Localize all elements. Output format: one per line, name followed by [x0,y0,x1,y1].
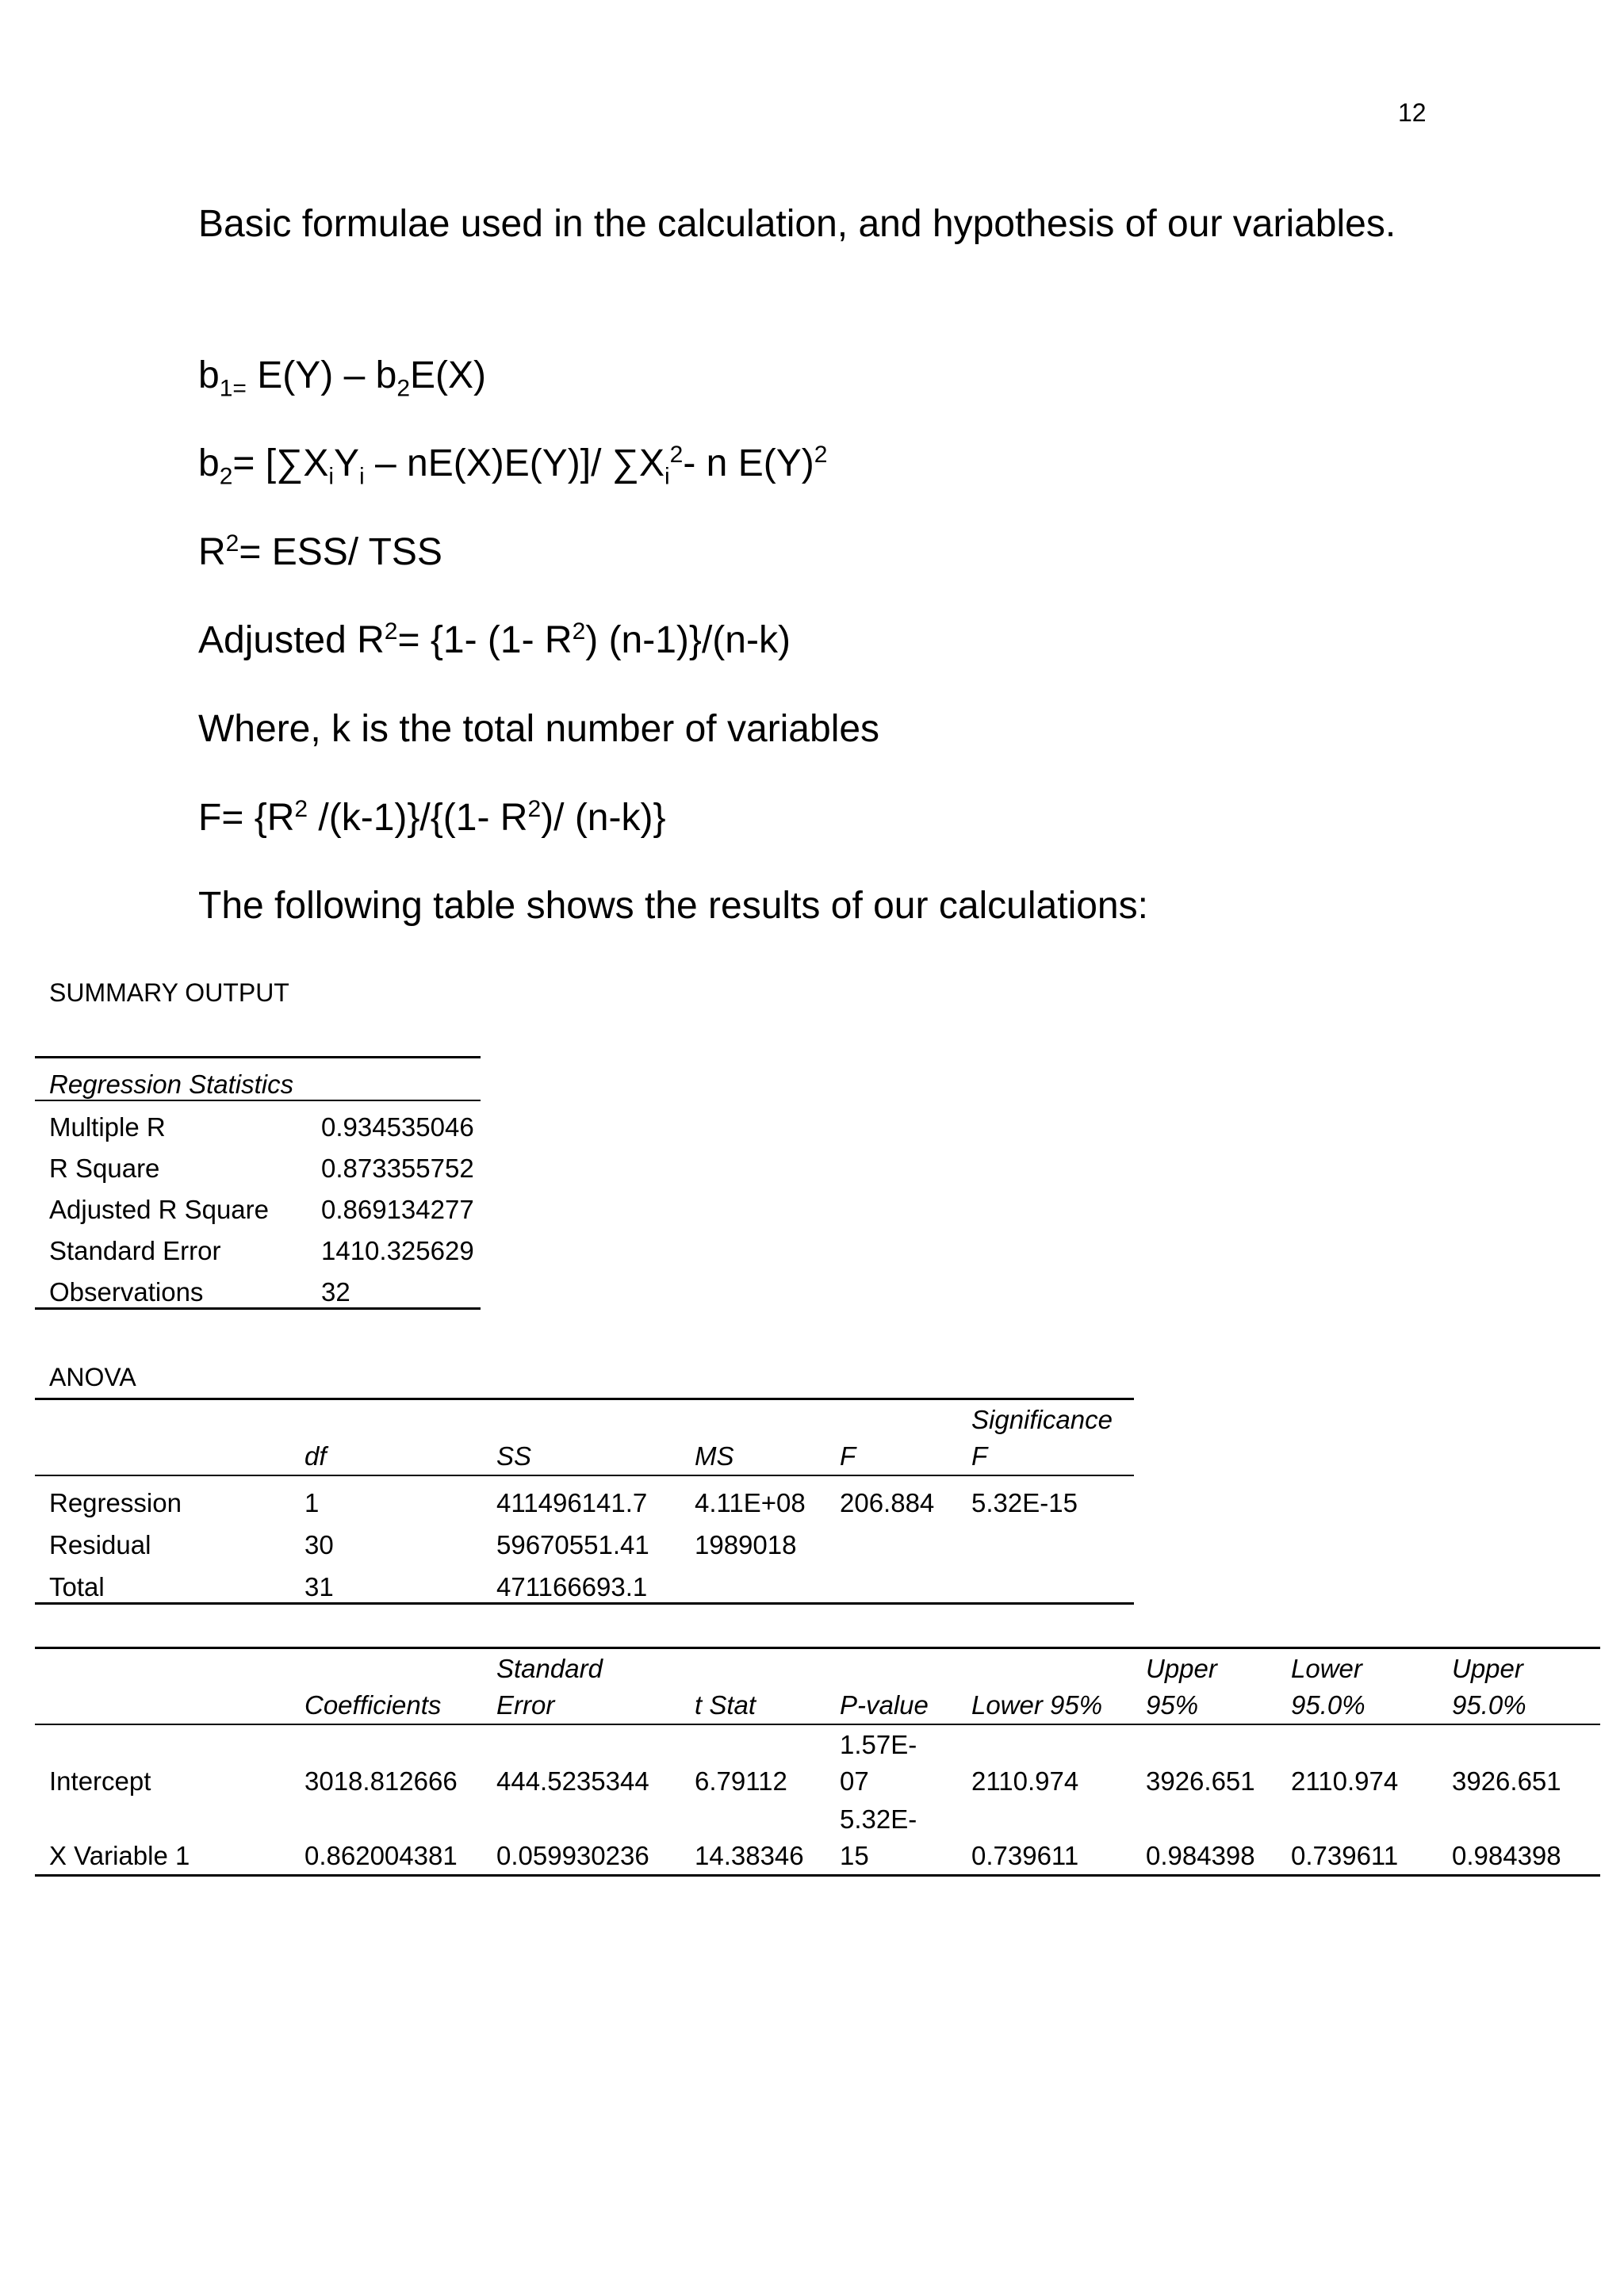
stat-label: Observations [49,1277,204,1307]
table-cell: 1 [304,1488,320,1517]
table-cell: 0.862004381 [304,1841,458,1870]
intro-paragraph: Basic formulae used in the calculation, and hypothesis of our variables. [198,203,1396,245]
stat-value: 0.869134277 [321,1195,474,1224]
stat-value: 32 [321,1277,350,1307]
table-cell [957,1560,1134,1604]
table-cell [957,1518,1134,1560]
table-cell [825,1518,957,1560]
stat-label: R Square [49,1154,160,1183]
table-cell: 5.32E-15 [971,1488,1078,1517]
table-header-row [35,1058,481,1101]
coefficients-table [35,1647,1600,1877]
table-cell: 2110.974 [1291,1766,1399,1796]
formula-b1: $b_{1=}$ $E(Y) - b_2E(X)$ [198,354,487,402]
column-header: P-value [825,1648,957,1725]
stat-value: 0.873355752 [321,1154,474,1183]
column-header: Standard Error [482,1648,680,1725]
stat-label: Multiple R [49,1112,166,1142]
table-cell: Residual [49,1530,151,1559]
summary-output-title: SUMMARY OUTPUT [49,978,289,1007]
table-row [35,1266,481,1309]
table-cell: Intercept [49,1766,151,1796]
table-cell: 1989018 [695,1530,797,1559]
table-cell: 3926.651 [1452,1766,1561,1796]
table-cell [825,1560,957,1604]
table-row [35,1518,1134,1560]
column-header: t Stat [680,1648,825,1725]
column-header: Lower 95.0% [1277,1648,1438,1725]
table-cell: 0.984398 [1452,1841,1561,1870]
table-cell: 0.739611 [1291,1841,1399,1870]
column-header: Lower 95% [957,1648,1132,1725]
table-header-row [35,1648,1600,1725]
column-header [35,1399,290,1476]
stat-value: 1410.325629 [321,1236,474,1265]
formula-adjusted-r-squared: Adjusted $R^2= \{1-$ (1- $R^2$) (n-1)}/(n-k) [198,618,791,661]
column-header: df [290,1399,482,1476]
table-intro: The following table shows the results of our calculations: [198,885,1148,927]
table-row [35,1225,481,1266]
table-cell: 4.11E+08 [695,1488,806,1517]
table-cell: X Variable 1 [49,1841,190,1870]
column-header: Significance F [957,1399,1134,1476]
table-cell: 1.57E-07 [840,1730,917,1796]
formula-b2: $b_2= [\sum X_iY_i - nE(X)E(Y)]/$ $\sum X_i^2-$ n $E(Y)^2$ [198,442,828,490]
anova-table [35,1398,1134,1605]
table-cell: 59670551.41 [496,1530,649,1559]
table-cell: 444.5235344 [496,1766,649,1796]
table-cell: 471166693.1 [496,1572,648,1601]
table-cell: 0.059930236 [496,1841,649,1870]
table-cell: 3926.651 [1146,1766,1255,1796]
table-row [35,1100,481,1142]
stat-label: Adjusted R Square [49,1195,270,1224]
formula-r-squared: $R^2= ESS/$ TSS [198,530,442,573]
column-header: MS [680,1399,825,1476]
table-cell: 206.884 [840,1488,935,1517]
formula-note: Where, k is the total number of variables [198,708,880,750]
table-cell: 14.38346 [695,1841,804,1870]
regression-statistics-header: Regression Statistics [35,1058,481,1101]
table-cell: 6.79112 [695,1766,787,1796]
table-cell: 5.32E-15 [840,1804,917,1870]
column-header: F [825,1399,957,1476]
table-row [35,1184,481,1225]
column-header [35,1648,290,1725]
table-row [35,1724,1600,1800]
anova-title: ANOVA [49,1363,136,1391]
table-cell: 31 [304,1572,334,1601]
table-cell: Regression [49,1488,182,1517]
table-row [35,1475,1134,1518]
formula-f-statistic: $F= \{R^2$ /(k-1)}/{(1- $R^2)/$ (n-k)} [198,796,666,839]
stat-label: Standard Error [49,1236,221,1265]
stat-value: 0.934535046 [321,1112,474,1142]
table-cell: 411496141.7 [496,1488,648,1517]
table-row [35,1800,1600,1876]
regression-statistics-table [35,1056,481,1310]
table-cell: Total [49,1572,105,1601]
table-header-row [35,1399,1134,1476]
column-header: Coefficients [290,1648,482,1725]
table-cell [680,1560,825,1604]
table-cell: 2110.974 [971,1766,1079,1796]
table-cell: 0.984398 [1146,1841,1255,1870]
column-header: SS [482,1399,680,1476]
table-cell: 30 [304,1530,334,1559]
table-cell: 0.739611 [971,1841,1079,1870]
table-cell: 3018.812666 [304,1766,458,1796]
column-header: Upper 95% [1132,1648,1277,1725]
page-number: 12 [1398,98,1427,127]
column-header: Upper 95.0% [1438,1648,1600,1725]
table-row [35,1142,481,1184]
table-row [35,1560,1134,1604]
